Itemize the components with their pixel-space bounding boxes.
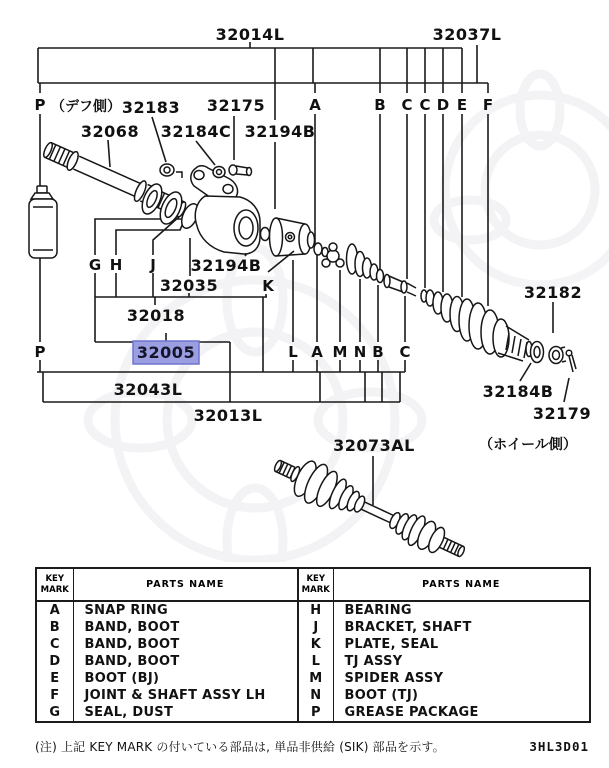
key-letter-j: J	[150, 256, 156, 274]
parts-name-cell: SEAL, DUST	[73, 704, 298, 722]
table-row	[36, 687, 590, 704]
washer-part	[531, 342, 544, 363]
parts-name-cell: BAND, BOOT	[73, 636, 298, 653]
key-letter-b: B	[374, 96, 386, 114]
part-number-32184C[interactable]: 32184C	[160, 122, 232, 141]
key-letter-d: D	[436, 96, 450, 114]
parts-name-header-right: PARTS NAME	[333, 568, 590, 601]
key-letter-c1: C	[401, 96, 413, 114]
part-number-32194B-upper[interactable]: 32194B	[244, 122, 316, 141]
grease-package-part	[29, 186, 57, 258]
key-mark-header-right: KEY MARK	[298, 568, 333, 601]
bracket-housing-parts	[191, 166, 270, 254]
part-number-32184B[interactable]: 32184B	[482, 382, 554, 401]
parts-name-cell: BAND, BOOT	[73, 653, 298, 670]
table-row	[36, 704, 590, 722]
key-letter-e: E	[456, 96, 468, 114]
part-number-32175[interactable]: 32175	[206, 96, 266, 115]
key-cell: G	[49, 705, 61, 720]
key-cell: F	[50, 688, 60, 703]
table-header-row	[36, 568, 590, 601]
table-row	[36, 619, 590, 636]
part-number-32068[interactable]: 32068	[80, 122, 140, 141]
key-letter-g: G	[88, 256, 102, 274]
key-letter-h: H	[109, 256, 123, 274]
key-cell: B	[49, 620, 60, 635]
part-number-32194B-lower[interactable]: 32194B	[190, 256, 262, 275]
note-text: (注) 上記 KEY MARK の付いている部品は, 単品非供給 (SIK) 部品を示す。	[35, 740, 445, 754]
footer-note	[35, 738, 589, 755]
part-number-32014L[interactable]: 32014L	[215, 25, 285, 44]
key-letter-f: F	[482, 96, 494, 114]
key-cell: C	[49, 637, 60, 652]
part-number-32073AL[interactable]: 32073AL	[333, 436, 415, 455]
parts-name-cell: SNAP RING	[73, 601, 298, 619]
part-number-32013L[interactable]: 32013L	[193, 406, 263, 425]
diff-side-label: （デフ側）	[51, 99, 121, 115]
key-letter-p: P	[34, 96, 46, 114]
key-cell: D	[49, 654, 61, 669]
table-row	[36, 601, 590, 619]
key-mark-header-left: KEY MARK	[36, 568, 73, 601]
table-row	[36, 653, 590, 670]
key-letter-c2: C	[419, 96, 431, 114]
part-number-32182[interactable]: 32182	[523, 283, 583, 302]
key-cell: P	[298, 704, 333, 722]
key-letter-c3: C	[399, 343, 411, 361]
part-number-32037L[interactable]: 32037L	[432, 25, 502, 44]
wheel-side-label: （ホイール側）	[479, 437, 577, 453]
key-letter-n: N	[353, 343, 367, 361]
key-cell: H	[298, 601, 333, 619]
table-row	[36, 670, 590, 687]
key-cell: N	[298, 687, 333, 704]
part-number-32018[interactable]: 32018	[126, 306, 186, 325]
key-mark-table	[35, 567, 589, 723]
cotter-pin-part	[566, 350, 576, 372]
bearing-seal-parts	[138, 181, 201, 231]
nut-part	[549, 347, 566, 364]
parts-name-cell: GREASE PACKAGE	[333, 704, 590, 722]
parts-name-cell: BOOT (BJ)	[73, 670, 298, 687]
key-letter-p-lower: P	[34, 343, 46, 361]
parts-name-header-left: PARTS NAME	[73, 568, 298, 601]
part-number-32043L[interactable]: 32043L	[113, 380, 183, 399]
parts-name-cell: BOOT (TJ)	[333, 687, 590, 704]
parts-name-cell: JOINT & SHAFT ASSY LH	[73, 687, 298, 704]
key-cell: E	[50, 671, 60, 686]
key-cell: K	[298, 636, 333, 653]
key-letter-a: A	[309, 96, 321, 114]
key-letter-k: K	[262, 277, 274, 295]
table-row	[36, 636, 590, 653]
part-number-32035[interactable]: 32035	[159, 276, 219, 295]
parts-name-cell: BAND, BOOT	[73, 619, 298, 636]
part-number-32005-highlighted[interactable]: 32005	[136, 343, 196, 362]
document-code: 3HL3D01	[529, 739, 589, 754]
key-cell: A	[49, 603, 60, 618]
parts-name-cell: BRACKET, SHAFT	[333, 619, 590, 636]
tj-boot-parts	[347, 244, 417, 296]
parts-name-cell: PLATE, SEAL	[333, 636, 590, 653]
parts-name-cell: SPIDER ASSY	[333, 670, 590, 687]
parts-name-cell: TJ ASSY	[333, 653, 590, 670]
axle-assembly-part	[267, 446, 472, 562]
part-number-32179[interactable]: 32179	[532, 404, 592, 423]
key-letter-a2: A	[311, 343, 323, 361]
key-cell: J	[298, 619, 333, 636]
key-cell: L	[298, 653, 333, 670]
tj-assy-parts	[270, 218, 329, 257]
key-letter-b2: B	[372, 343, 384, 361]
key-letter-m: M	[332, 343, 348, 361]
bj-boot-joint-parts	[421, 290, 532, 361]
parts-name-cell: BEARING	[333, 601, 590, 619]
key-letter-l: L	[288, 343, 298, 361]
part-number-32183[interactable]: 32183	[121, 98, 181, 117]
key-cell: M	[298, 670, 333, 687]
